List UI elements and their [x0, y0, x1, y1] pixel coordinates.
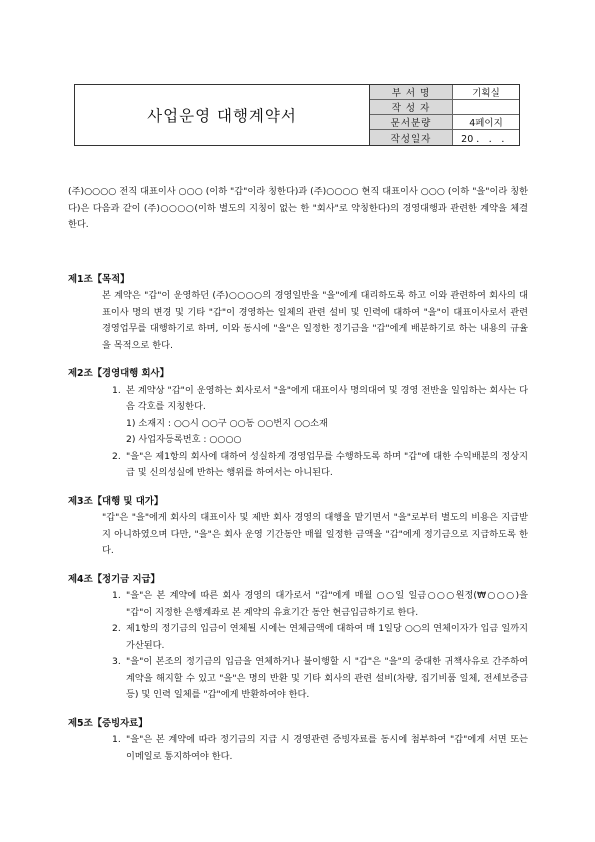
meta-value-author: [453, 100, 519, 115]
item-text: 제1항의 정기금의 입금이 연체될 시에는 연체금액에 대하여 매 1일당 ○○의 연체이자가 입금 일까지 가산된다.: [126, 623, 528, 651]
article-2-subitem-2: 2) 사업자등록번호 : ○○○○: [126, 434, 242, 445]
item-text: "을"은 제1항의 회사에 대하여 성실하게 경영업무를 수행하도록 하며 "갑"에 대한 수익배분의 정상지급 및 신의성실에 반하는 행위를 하여서는 아니된다.: [126, 450, 528, 478]
article-1-paragraph: 본 계약은 "갑"이 운영하던 (주)○○○○의 경영일반을 "을"에게 대리하도록 하고 이와 관련하여 회사의 대표이사 명의 변경 및 기타 "갑"이 경영하는 일체의 관련 설비 및 인력에 대하여 "을"이 대표이사로서 관련 경영업무를 대행하기로 하며, 이와 동시에 "을"은 일정한 정기금을 "갑"에게 배분하기로 하는 내용의 규율을 목적으로 한다.: [102, 290, 528, 351]
article-5-item-1: [112, 732, 528, 765]
document-header: [74, 84, 520, 146]
article-2-subitem-1: 1) 소재지 : ○○시 ○○구 ○○동 ○○번지 ○○소재: [126, 417, 328, 429]
item-number: 2.: [112, 450, 121, 462]
article-3-title: 제3조【대행 및 대가】: [68, 495, 164, 507]
item-number: 1.: [112, 590, 121, 601]
article-3: [68, 494, 528, 560]
article-2-item-1: [112, 383, 528, 416]
item-text: "을"이 본조의 정기금의 입금을 연체하거나 불이행할 시 "갑"은 "을"의 중대한 귀책사유로 간주하여 계약을 해지할 수 있고 "을"은 명의 반환 및 기타 회사의 관련 설비(차량, 집기비품 일체, 전세보증금 등) 및 인력 일체를 "갑"에게 반환하여야 한다.: [126, 656, 528, 700]
meta-value-pages: 4페이지: [453, 115, 519, 130]
article-4-title: 제4조【정기금 지급】: [68, 573, 160, 585]
item-text: 본 계약상 "갑"이 운영하는 회사로서 "을"에게 대표이사 명의대여 및 경영 전반을 일임하는 회사는 다음 각호를 지칭한다.: [126, 384, 528, 412]
article-3-paragraph: "갑"은 "을"에게 회사의 대표이사 및 제반 회사 경영의 대행을 맡기면서 "을"로부터 별도의 비용은 지급받지 아니하였으며 다만, "을"은 회사 운영 기간동안 매월 일정한 금액을 "갑"에게 정기금으로 지급하도록 한다.: [102, 512, 528, 556]
meta-label-pages: 문서분량: [370, 115, 453, 130]
meta-value-department: 기획실: [453, 85, 519, 100]
article-4-item-1: [112, 588, 528, 621]
item-text: "을"은 본 계약에 따른 회사 경영의 대가로서 "갑"에게 매월 ○○일 일금○○○원정(₩○○○)을 "갑"이 지정한 은행계좌로 본 계약의 유효기간 동안 현금입금하기로 한다.: [126, 590, 528, 618]
article-1: [68, 272, 528, 355]
article-4: [68, 572, 528, 704]
article-5: [68, 716, 528, 766]
article-1-title: 제1조【목적】: [68, 273, 130, 285]
meta-label-author: 작 성 자: [370, 100, 453, 115]
meta-value-date: 20 ． ． ．: [461, 133, 511, 145]
article-2: [68, 366, 528, 482]
article-4-item-2: [112, 621, 528, 654]
article-4-item-3: [112, 654, 528, 704]
item-number: 3.: [112, 656, 121, 667]
meta-label-date: 작성일자: [370, 130, 453, 145]
item-text: "을"은 본 계약에 따라 정기금의 지급 시 경영관련 증빙자료를 동시에 첨부하여 "갑"에게 서면 또는 이메일로 통지하여야 한다.: [126, 734, 528, 762]
article-2-title: 제2조【경영대행 회사】: [68, 368, 169, 379]
item-number: 2.: [112, 623, 121, 634]
intro-paragraph: (주)○○○○ 전직 대표이사 ○○○ (이하 "갑"이라 칭한다)과 (주)○○○○ 현직 대표이사 ○○○ (이하 "을"이라 칭한다)은 다음과 같이 (주)○○○○(이하 별도의 지칭이 없는 한 "회사"로 약칭한다)의 경영대행과 관련한 계약을 체결한다.: [68, 186, 528, 230]
document-body: [68, 184, 528, 777]
item-number: 1.: [112, 734, 121, 745]
item-number: 1.: [112, 384, 121, 396]
document-title: 사업운영 대행계약서: [75, 85, 370, 145]
article-5-title: 제5조【증빙자료】: [68, 717, 148, 729]
meta-label-department: 부 서 명: [370, 85, 453, 100]
document-meta-table: [370, 85, 519, 145]
article-2-item-2: [112, 449, 528, 482]
